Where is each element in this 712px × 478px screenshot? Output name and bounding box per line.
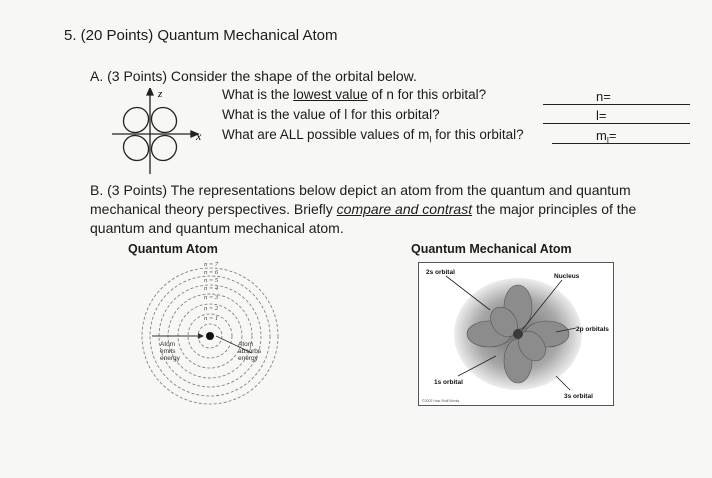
bohr-nucleus [206,332,214,340]
level-label: n = 6 [204,269,219,276]
axis-z-label: z [158,88,163,100]
answer-ml-m: m [596,128,607,143]
label-1s-orbital: 1s orbital [434,379,463,386]
absorbs-label-3: energy [238,355,258,362]
qm-nucleus [513,329,523,339]
q3-subscript: l [429,134,432,145]
level-label: n = 1 [204,315,219,322]
level-label: n = 2 [204,305,219,312]
axis-x-label: x [196,129,202,143]
part-b-emphasis: compare and contrast [336,201,473,217]
question-3 [222,127,524,145]
part-b-text-post: the major principles of the quantum and quantum mechanical atom. [90,201,637,236]
bohr-model-figure [140,258,288,408]
level-label: n = 7 [204,261,219,268]
emits-label-1: Atom [160,341,176,348]
question-title: 5. (20 Points) Quantum Mechanical Atom [64,27,338,44]
answer-ml-sub: l [606,135,609,146]
emits-label-2: emits [160,348,176,355]
answer-ml-line[interactable] [552,143,690,144]
question-1 [222,87,486,102]
absorbs-label-2: absorbs [238,348,262,355]
level-label: n = 4 [204,285,219,292]
label-2p-orbitals: 2p orbitals [576,326,609,333]
q1-text-pre: What is the [222,87,294,102]
question-2: What is the value of l for this orbital? [222,107,440,122]
answer-ml-eq: = [608,128,617,143]
part-a-heading: A. (3 Points) Consider the shape of the orbital below. [90,68,417,84]
qm-atom-figure [418,262,614,406]
label-3s-orbital: 3s orbital [564,393,593,400]
q1-text-post: of n for this orbital? [367,87,487,102]
answer-l-line[interactable] [543,123,690,124]
d-orbital-figure [110,88,208,180]
level-label: n = 5 [204,277,219,284]
answer-n-line[interactable] [543,104,690,105]
answer-n-label: n= [596,89,611,104]
bohr-level-labels [204,261,219,322]
answer-l-label: l= [596,108,607,123]
quantum-atom-caption: Quantum Atom [128,242,218,256]
part-b-text-pre: B. (3 Points) The representations below depict an atom from the quantum and quantum mechanical theory perspectives. Briefly [90,182,631,217]
absorbs-label-1: Atom [238,341,254,348]
label-2s-orbital: 2s orbital [426,269,455,276]
part-b-paragraph [90,181,690,238]
figure-credit: ©2002 How Stuff Works [422,399,460,403]
label-nucleus: Nucleus [554,273,580,280]
level-label: n = 3 [204,294,219,301]
q1-underlined: lowest value [293,87,368,102]
emits-label-3: energy [160,355,180,362]
q3-text-pre: What are ALL possible values of m [222,127,430,142]
q3-text-post: for this orbital? [431,127,524,142]
qm-atom-caption: Quantum Mechanical Atom [411,242,572,256]
